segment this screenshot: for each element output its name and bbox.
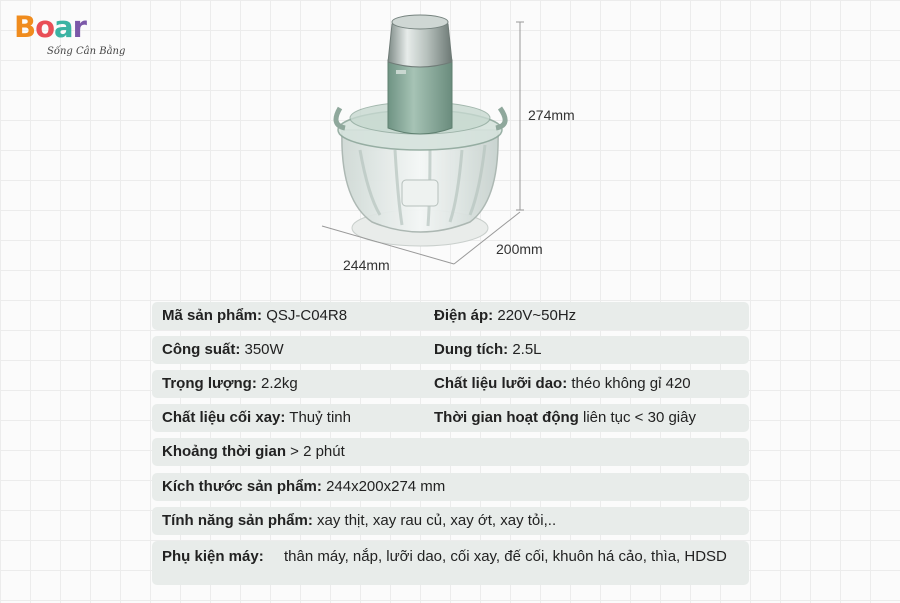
spec-blade-material <box>434 370 691 398</box>
spec-size <box>162 473 445 501</box>
logo-tagline: Sống Cân Bằng <box>47 46 126 57</box>
spec-label: Điện áp: <box>434 307 494 324</box>
spec-capacity <box>434 336 542 364</box>
spec-weight <box>162 370 298 398</box>
spec-row <box>152 438 749 466</box>
spec-value: QSJ-C04R8 <box>266 307 348 324</box>
spec-power <box>162 336 284 364</box>
spec-value: 220V~50Hz <box>497 307 577 324</box>
spec-row <box>152 336 749 364</box>
spec-accessories: thân máy, nắp, lưỡi dao, cối xay, đế cối, khuôn há cảo, thìa, HDSD <box>284 548 727 565</box>
spec-value: 244x200x274 mm <box>326 478 446 495</box>
spec-model <box>162 302 347 330</box>
spec-row <box>152 473 749 501</box>
spec-row <box>152 507 749 535</box>
spec-features <box>162 507 556 535</box>
spec-label: Tính năng sản phẩm: <box>162 512 313 529</box>
spec-runtime <box>434 404 696 432</box>
spec-label: Mã sản phẩm: <box>162 307 263 324</box>
logo-letter: r <box>72 10 86 44</box>
logo-wordmark <box>14 10 86 44</box>
spec-interval <box>162 438 345 466</box>
spec-value: 2.2kg <box>261 375 298 392</box>
spec-value: 2.5L <box>512 341 542 358</box>
spec-row <box>152 541 749 585</box>
spec-value: liên tục < 30 giây <box>582 409 696 426</box>
spec-label: Chất liệu cối xay: <box>162 409 286 426</box>
logo-letter: B <box>14 10 36 44</box>
spec-row <box>152 302 749 330</box>
spec-value: théo không gỉ 420 <box>571 375 691 392</box>
width-dimension: 244mm <box>343 257 390 273</box>
spec-row <box>152 404 749 432</box>
logo-letter: a <box>54 10 73 44</box>
spec-label: Khoảng thời gian <box>162 443 286 460</box>
spec-label: Công suất: <box>162 341 241 358</box>
spec-voltage <box>434 302 576 330</box>
spec-bowl-material <box>162 404 351 432</box>
spec-label: Kích thước sản phẩm: <box>162 478 322 495</box>
spec-value: Thuỷ tinh <box>289 409 351 426</box>
spec-label: Trọng lượng: <box>162 375 257 392</box>
spec-value: 350W <box>244 341 284 358</box>
spec-label: Chất liệu lưỡi dao: <box>434 375 568 392</box>
spec-row <box>152 370 749 398</box>
spec-label: Dung tích: <box>434 341 509 358</box>
spec-accessories-label <box>162 547 280 567</box>
spec-value: xay thịt, xay rau củ, xay ớt, xay tỏi,.. <box>317 512 557 529</box>
depth-dimension: 200mm <box>496 241 543 257</box>
spec-label: Thời gian hoạt động <box>434 409 579 426</box>
bear-logo <box>14 8 126 66</box>
spec-value: > 2 phút <box>290 443 345 460</box>
food-chopper-image <box>310 0 570 280</box>
spec-label: Phụ kiện máy: <box>162 548 264 565</box>
height-dimension: 274mm <box>528 107 575 123</box>
logo-letter: o <box>35 10 55 44</box>
